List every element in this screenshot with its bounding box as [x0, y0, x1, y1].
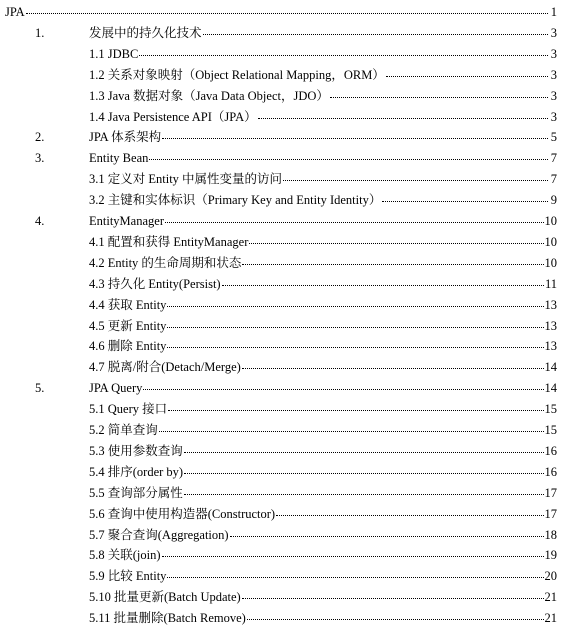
dot-leader	[184, 461, 543, 474]
toc-entry-title: 5.11 批量删除(Batch Remove)	[89, 611, 246, 626]
toc-entry[interactable]	[89, 191, 557, 209]
toc-entry-title: JPA	[5, 5, 25, 19]
toc-entry-title: 4.4 获取 Entity	[89, 297, 167, 312]
toc-entry-page-number: 17	[544, 506, 557, 521]
dot-leader	[330, 85, 548, 98]
toc-entry-title: 5.8 关联(join)	[89, 548, 161, 563]
dot-leader	[230, 524, 544, 537]
toc-entry-title: 5.1 Query 接口	[89, 402, 168, 417]
toc-entry[interactable]	[35, 128, 557, 146]
dot-leader	[139, 43, 548, 56]
toc-entry-page-number: 21	[544, 611, 557, 626]
toc-entry[interactable]	[89, 233, 557, 251]
dot-leader	[167, 565, 543, 578]
toc-entry-page-number: 1	[550, 5, 557, 19]
toc-entry-title: 1.3 Java 数据对象（Java Data Object，JDO）	[89, 88, 329, 103]
toc-entry[interactable]	[89, 463, 557, 481]
toc-entry-page-number: 10	[544, 234, 557, 249]
toc-entry-page-number: 11	[544, 276, 557, 291]
dot-leader	[26, 1, 548, 14]
toc-entry[interactable]	[89, 526, 557, 544]
toc-entry[interactable]	[89, 108, 557, 126]
toc-entry[interactable]	[5, 3, 557, 21]
toc-entry-title: 5.10 批量更新(Batch Update)	[89, 590, 241, 605]
dot-leader	[159, 419, 544, 432]
toc-entry-page-number: 21	[544, 590, 557, 605]
dot-leader	[162, 126, 548, 139]
toc-entry[interactable]	[89, 87, 557, 105]
toc-entry-page-number: 5	[550, 130, 557, 145]
toc-entry-page-number: 7	[550, 151, 557, 166]
toc-entry[interactable]	[35, 149, 557, 167]
dot-leader	[222, 273, 544, 286]
toc-entry[interactable]	[89, 505, 557, 523]
toc-entry[interactable]	[89, 254, 557, 272]
toc-entry[interactable]	[35, 379, 557, 397]
toc-entry-title: JPA Query	[89, 381, 143, 396]
dot-leader	[242, 252, 543, 265]
toc-entry-title: 4.3 持久化 Entity(Persist)	[89, 276, 221, 291]
dot-leader	[165, 210, 544, 223]
dot-leader	[168, 398, 543, 411]
toc-entry-title: 5.4 排序(order by)	[89, 464, 184, 479]
toc-entry-page-number: 13	[544, 318, 557, 333]
dot-leader	[258, 106, 548, 119]
toc-entry-title: 5.7 聚合查询(Aggregation)	[89, 527, 229, 542]
toc-entry-page-number: 13	[544, 297, 557, 312]
dot-leader	[167, 315, 543, 328]
toc-entry-title: Entity Bean	[89, 151, 149, 166]
toc-entry[interactable]	[89, 546, 557, 564]
toc-entry-title: 4.7 脱离/附合(Detach/Merge)	[89, 360, 241, 375]
toc-entry-page-number: 20	[544, 569, 557, 584]
toc-entry-page-number: 15	[544, 402, 557, 417]
toc-entry-number: 2.	[35, 130, 45, 145]
toc-entry-title: 4.6 删除 Entity	[89, 339, 167, 354]
dot-leader	[242, 356, 544, 369]
dot-leader	[203, 22, 548, 35]
toc-entry-page-number: 3	[550, 46, 557, 61]
toc-entry-number: 3.	[35, 151, 45, 166]
toc-entry-title: 5.5 查询部分属性	[89, 485, 183, 500]
dot-leader	[167, 294, 543, 307]
toc-entry-page-number: 16	[544, 443, 557, 458]
toc-entry-page-number: 9	[550, 193, 557, 208]
toc-entry-title: 1.4 Java Persistence API（JPA）	[89, 109, 257, 124]
toc-entry-page-number: 7	[550, 172, 557, 187]
dot-leader	[249, 231, 543, 244]
toc-entry-title: 1.1 JDBC	[89, 46, 139, 61]
dot-leader	[283, 168, 548, 181]
toc-entry-title: EntityManager	[89, 214, 164, 228]
toc-entry[interactable]	[35, 212, 557, 230]
dot-leader	[184, 440, 544, 453]
toc-entry-page-number: 13	[544, 339, 557, 354]
toc-entry-page-number: 3	[550, 109, 557, 124]
dot-leader	[247, 607, 544, 620]
toc-entry[interactable]	[89, 170, 557, 188]
toc-entry[interactable]	[89, 317, 557, 335]
toc-entry[interactable]	[89, 421, 557, 439]
toc-entry[interactable]	[89, 275, 557, 293]
toc-entry-title: JPA 体系架构	[89, 130, 162, 145]
dot-leader	[382, 189, 548, 202]
toc-entry-title: 4.1 配置和获得 EntityManager	[89, 234, 249, 249]
dot-leader	[276, 503, 543, 516]
toc-entry-title: 3.1 定义对 Entity 中属性变量的访问	[89, 172, 283, 187]
toc-entry[interactable]	[89, 484, 557, 502]
toc-entry[interactable]	[35, 24, 557, 42]
toc-entry-page-number: 14	[544, 360, 557, 375]
toc-entry-page-number: 18	[544, 527, 557, 542]
toc-entry[interactable]	[89, 358, 557, 376]
toc-entry-page-number: 3	[550, 67, 557, 82]
dot-leader	[143, 377, 543, 390]
toc-entry-number: 4.	[35, 214, 45, 228]
toc-entry[interactable]	[89, 567, 557, 585]
toc-entry-title: 1.2 关系对象映射（Object Relational Mapping，ORM）	[89, 67, 385, 82]
toc-entry[interactable]	[89, 66, 557, 84]
toc-entry[interactable]	[89, 400, 557, 418]
dot-leader	[149, 147, 548, 160]
toc-entry-page-number: 16	[544, 464, 557, 479]
toc-entry-title: 3.2 主键和实体标识（Primary Key and Entity Identity）	[89, 193, 382, 208]
toc-entry-title: 4.2 Entity 的生命周期和状态	[89, 255, 242, 270]
toc-entry-title: 5.6 查询中使用构造器(Constructor)	[89, 506, 276, 521]
toc-entry[interactable]	[89, 45, 557, 63]
toc-entry-title: 5.9 比较 Entity	[89, 569, 167, 584]
toc-entry-title: 5.2 简单查询	[89, 423, 158, 437]
dot-leader	[184, 482, 544, 495]
toc-entry-page-number: 3	[550, 88, 557, 103]
toc-entry-title: 发展中的持久化技术	[89, 25, 202, 40]
toc-entry-title: 5.3 使用参数查询	[89, 443, 183, 458]
toc-entry-number: 1.	[35, 25, 45, 40]
toc-entry-page-number: 19	[544, 548, 557, 563]
dot-leader	[242, 586, 544, 599]
toc-entry-page-number: 15	[544, 423, 557, 437]
toc-entry-page-number: 10	[544, 255, 557, 270]
toc-entry-number: 5.	[35, 381, 45, 396]
toc-entry[interactable]	[89, 609, 557, 627]
toc-entry-page-number: 3	[550, 25, 557, 40]
toc-entry[interactable]	[89, 588, 557, 606]
dot-leader	[167, 335, 543, 348]
toc-entry[interactable]	[89, 296, 557, 314]
toc-entry[interactable]	[89, 337, 557, 355]
toc-entry-page-number: 10	[544, 214, 557, 228]
toc-entry-title: 4.5 更新 Entity	[89, 318, 167, 333]
toc-entry[interactable]	[89, 442, 557, 460]
toc-entry-page-number: 17	[544, 485, 557, 500]
dot-leader	[386, 64, 548, 77]
toc-entry-page-number: 14	[544, 381, 557, 396]
dot-leader	[162, 544, 544, 557]
